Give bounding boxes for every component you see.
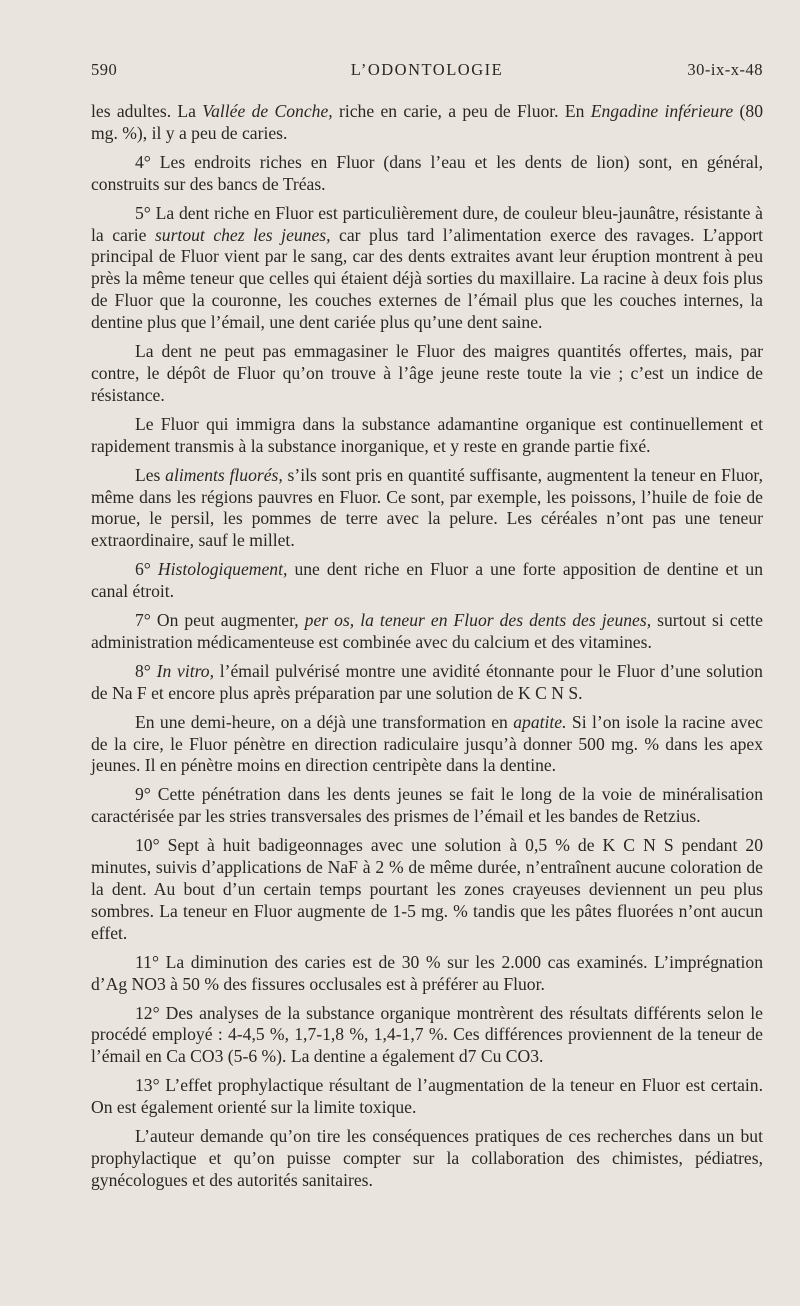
text-run: l’émail pulvérisé montre une avidité étonnante pour le Fluor d’une solution de Na F et encore plus après préparation par une solution de K C N S. — [91, 660, 763, 703]
text-run: L’auteur demande qu’on tire les conséquences pratiques de ces recherches dans un but prophylactique et qu’on puisse compter sur la collaboration des chimistes, pédiatres, gynécologues et des autorités sanitaires. — [91, 1126, 763, 1190]
paragraph — [91, 414, 763, 458]
italic-text: Histologiquement, — [157, 559, 288, 580]
italic-text: Vallée de Conche, — [202, 101, 333, 121]
paragraph — [91, 661, 763, 705]
italic-text: In vitro, — [156, 660, 214, 681]
text-run: (80 mg. %), il y a peu de caries. — [91, 101, 763, 143]
article-body — [91, 101, 763, 1199]
italic-text: per os, la teneur en Fluor des dents des jeunes, — [304, 610, 652, 631]
paragraph — [91, 341, 763, 407]
page-number: 590 — [91, 60, 118, 79]
text-run: une dent riche en Fluor a une forte apposition de dentine et un canal étroit. — [91, 559, 763, 602]
text-run: riche en carie, a peu de Fluor. En — [332, 101, 591, 121]
italic-text: surtout chez les jeunes, — [154, 224, 331, 245]
text-run: 11° La diminution des caries est de 30 % sur les 2.000 cas examinés. L’imprégnation d’Ag NO3 à 50 % des fissures occlusales est à préférer au Fluor. — [91, 951, 763, 994]
paragraph — [91, 559, 763, 603]
text-run: Le Fluor qui immigra dans la substance adamantine organique est continuellement et rapidement transmis à la substance inorganique, et y reste en grande partie fixé. — [91, 413, 763, 456]
italic-text: aliments fluorés, — [165, 464, 283, 485]
text-run: 6° — [135, 559, 158, 580]
paragraph — [91, 101, 763, 145]
text-run: surtout si cette administration médicamenteuse est combinée avec du calcium et des vitamines. — [91, 610, 763, 652]
paragraph — [91, 835, 763, 945]
text-run: 12° Des analyses de la substance organique montrèrent des résultats différents selon le procédé employé : 4-4,5 %, 1,7-1,8 %, 1,4-1,7 %. Ces différences proviennent de la teneur de l’émail en Ca CO3 (5-6 %). La dentine a également d7 Cu CO3. — [91, 1002, 763, 1067]
text-run: La dent ne peut pas emmagasiner le Fluor des maigres quantités offertes, mais, par contre, le dépôt de Fluor qu’on trouve à l’âge jeune reste toute la vie ; c’est un indice de résistance. — [91, 341, 763, 405]
text-run: 7° On peut augmenter, — [135, 610, 305, 631]
text-run: s’ils sont pris en quantité suffisante, augmentent la teneur en Fluor, même dans les régions pauvres en Fluor. Ce sont, par exemple, les poissons, l’huile de foie de morue, le persil, les pommes de terre avec la pelure. Les céréales n’ont pas une teneur extraordinaire, sauf le millet. — [91, 464, 763, 551]
text-run: 9° Cette pénétration dans les dents jeunes se fait le long de la voie de minéralisation caractérisée par les stries transversales des prismes de l’émail et les bandes de Retzius. — [91, 784, 763, 827]
text-run: Les — [135, 464, 166, 485]
text-run: 4° Les endroits riches en Fluor (dans l’eau et les dents de lion) sont, en général, construits sur des bancs de Tréas. — [91, 151, 763, 194]
text-run: En une demi-heure, on a déjà une transformation en — [135, 711, 514, 732]
text-run: 10° Sept à huit badigeonnages avec une solution à 0,5 % de K C N S pendant 20 minutes, suivis d’applications de NaF à 2 % de même durée, n’entraînent aucune coloration de la dent. Au bout d’un certain temps pourtant les zones crayeuses deviennent un peu plus sombres. La teneur en Fluor augmente de 1-5 mg. % tandis que les pâtes fluorées n’ont aucun effet. — [91, 835, 763, 943]
paragraph — [91, 203, 763, 334]
text-run: car plus tard l’alimentation exerce des ravages. L’apport principal de Fluor vient par le sang, car des dents extraites avant leur éruption montrent à peu près la même teneur que celles qui étaient déjà sorties du maxillaire. La racine à deux fois plus de Fluor que la couronne, les couches externes de l’émail plus que les couches internes, la dentine plus que l’émail, une dent cariée plus qu’une dent saine. — [91, 224, 763, 333]
issue-date: 30-ix-x-48 — [687, 60, 763, 79]
italic-text: apatite. — [513, 711, 567, 732]
paragraph — [91, 1126, 763, 1192]
text-run: les adultes. La — [91, 101, 203, 121]
text-run: 5° La dent riche en Fluor est particulièrement dure, de couleur bleu-jaunâtre, résistante à la carie — [91, 202, 763, 245]
paragraph — [91, 1003, 763, 1069]
paragraph — [91, 784, 763, 828]
journal-title: L’ODONTOLOGIE — [350, 60, 504, 79]
italic-text: Engadine inférieure — [590, 101, 734, 121]
paragraph — [91, 712, 763, 778]
paragraph — [91, 1075, 763, 1119]
paragraph — [91, 465, 763, 553]
text-run: 8° — [135, 660, 157, 681]
paragraph — [91, 952, 763, 996]
text-run: 13° L’effet prophylactique résultant de l’augmentation de la teneur en Fluor est certain. On est également orienté sur la limite toxique. — [91, 1075, 763, 1118]
running-header — [91, 60, 763, 82]
paragraph — [91, 152, 763, 196]
paragraph — [91, 610, 763, 654]
text-run: Si l’on isole la racine avec de la cire, le Fluor pénètre en direction radiculaire jusqu’à donner 500 mg. % dans les apex jeunes. Il en pénètre moins en direction centripète dans la dentine. — [91, 711, 763, 776]
